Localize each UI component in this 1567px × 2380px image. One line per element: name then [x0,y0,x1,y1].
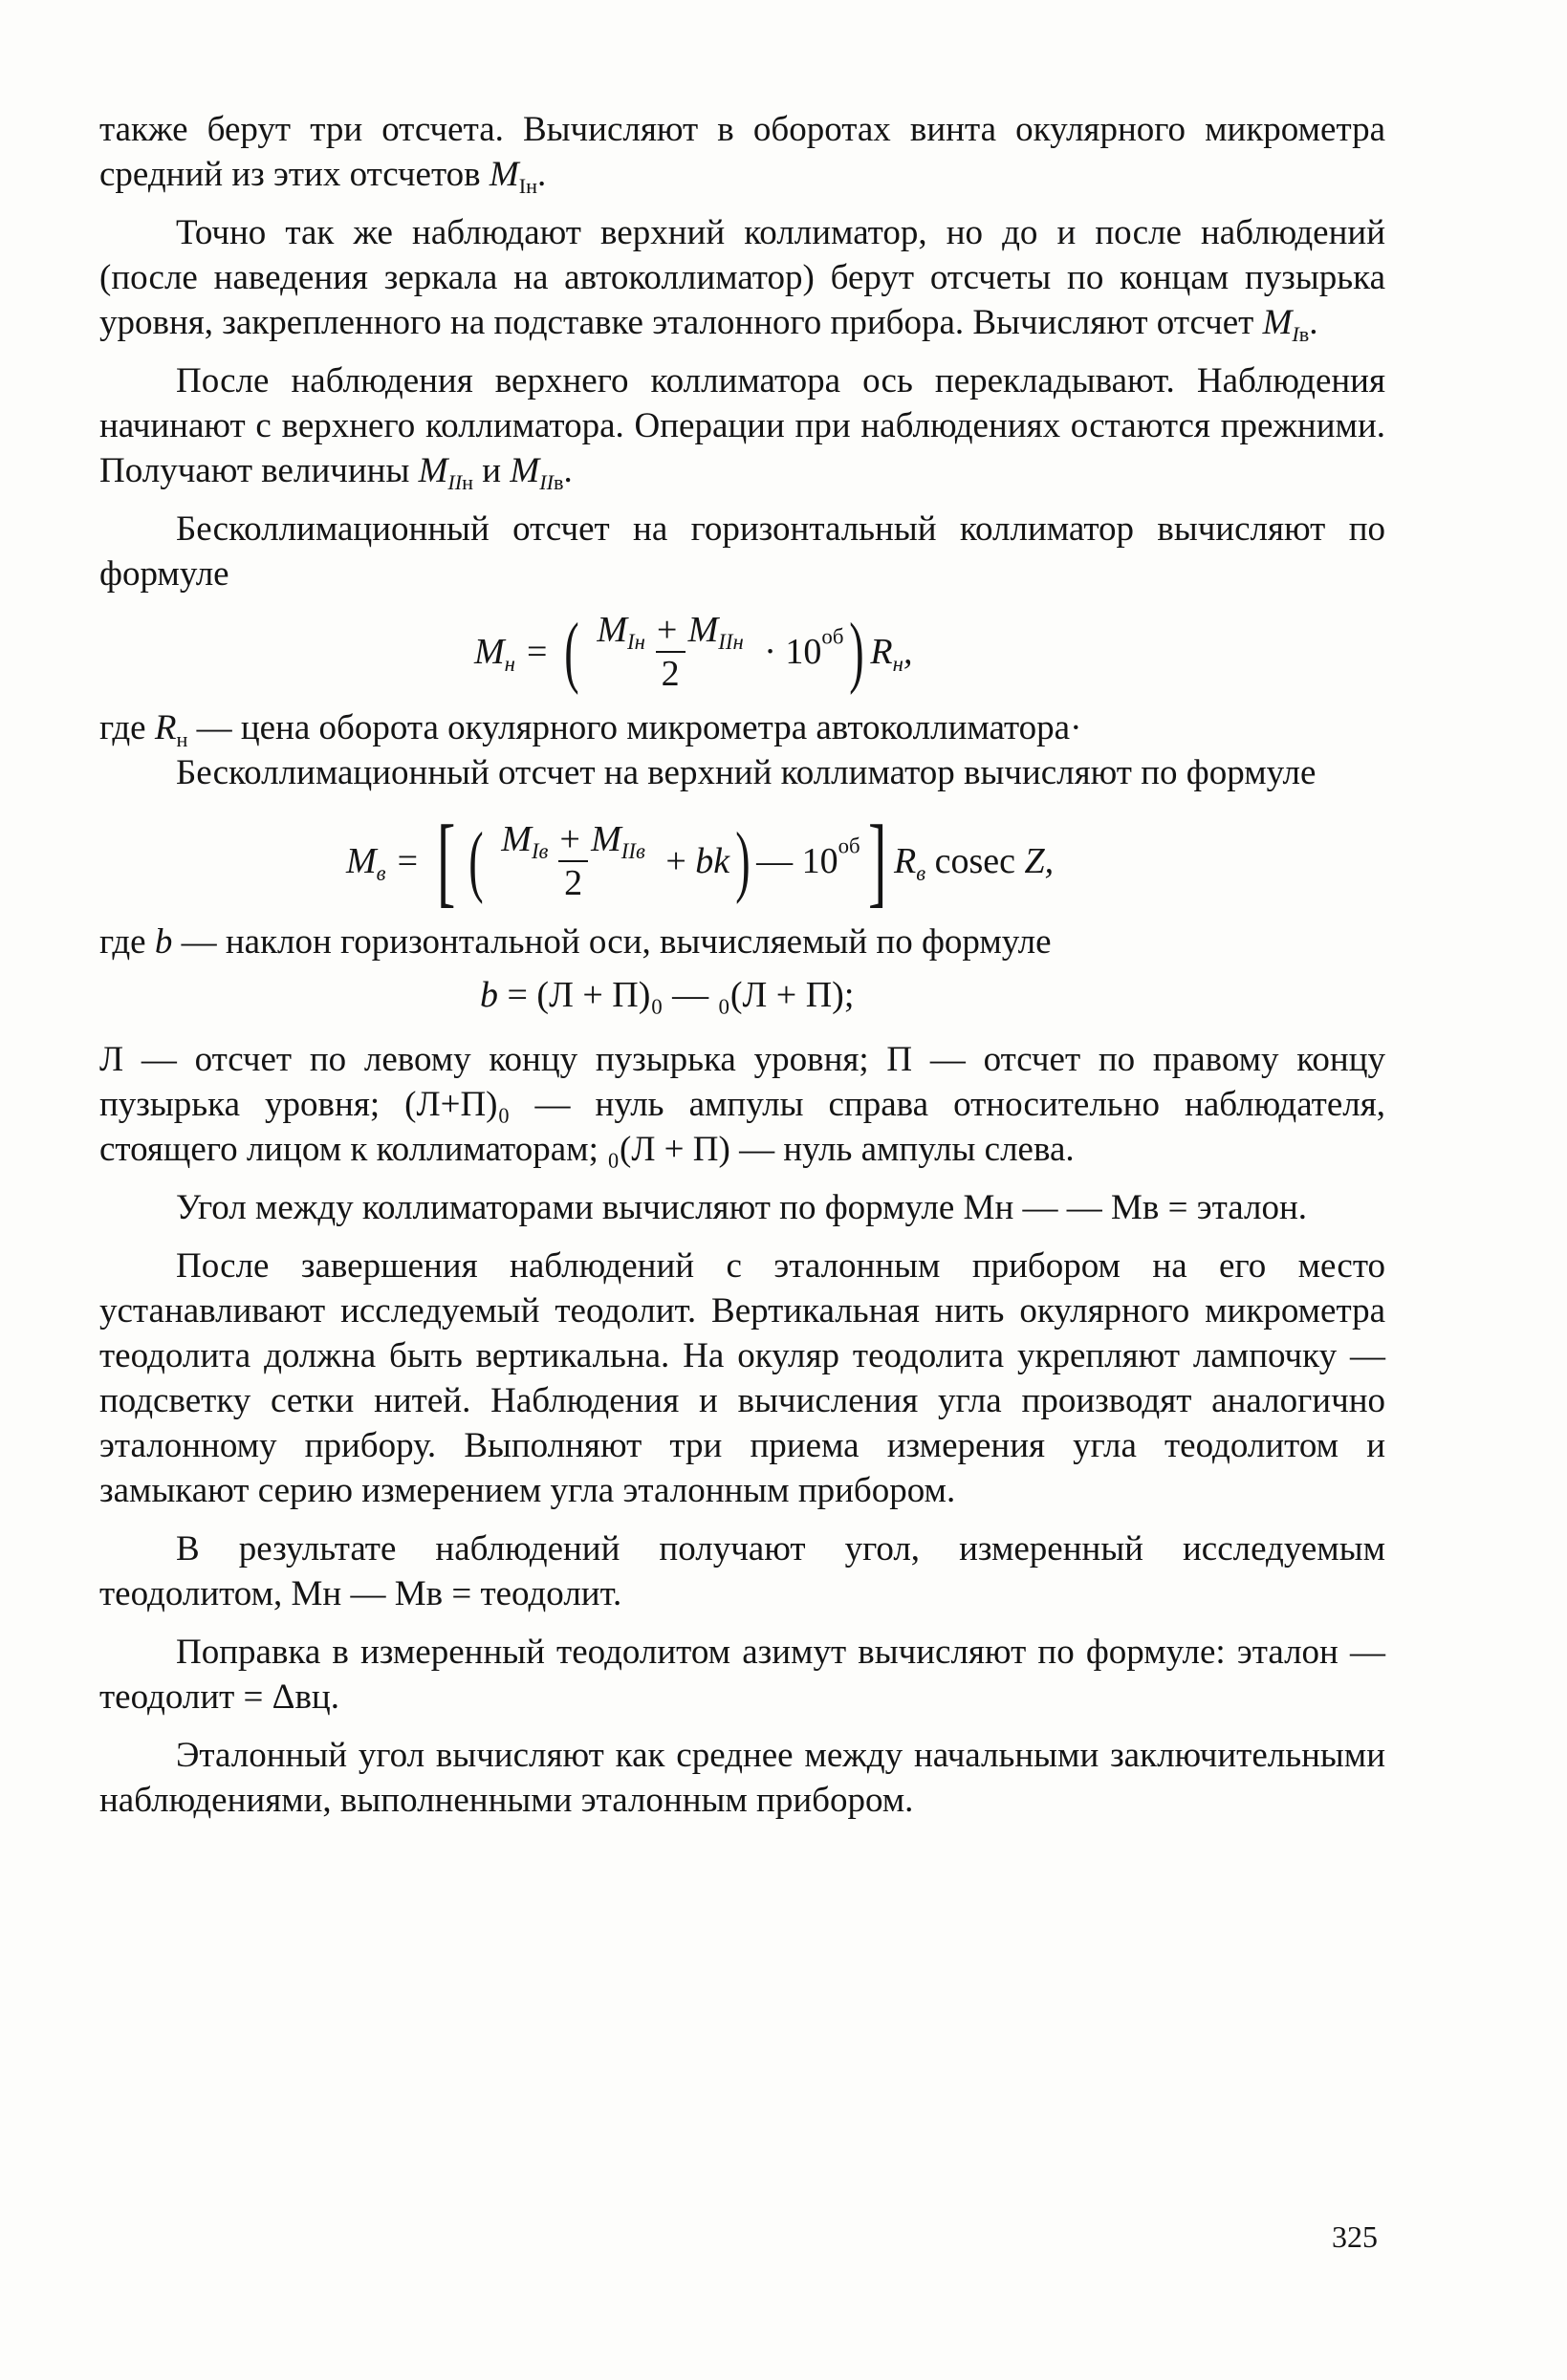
paragraph-1: также берут три отсчета. Вычисляют в оборотах винта окулярного микрометра средний из этих отсчетов $M_{Iн}$. [99,110,1385,198]
paragraph-7: где b — наклон горизонтальной оси, вычисляемый по формуле [99,922,1052,962]
paragraph-5: где $R_н$ — цена оборота окулярного микрометра автоколлиматора· [99,708,1082,751]
formula-m-upper: $M_в$ = [ ( $\frac{M_{Iв} + M_{IIв}}{2}$ + bk ) — $10^{об}$ ] $R_в$ cosec Z, [346,805,1055,917]
formula-m-horizontal: $M_н$ = ( $\frac{M_{Iн} + M_{IIн}}{2}$ · $10^{об}$ ) $R_н$, [474,607,913,696]
page-text [99,107,1385,1823]
paragraph-12: Поправка в измеренный теодолитом азимут вычисляют по формуле: эталон — теодолит = Δвц. [99,1633,1385,1717]
paragraph-2: Точно так же наблюдают верхний коллиматор, но до и после наблюдений (после наведения зеркала на автоколлиматор) берут отсчеты по концам пузырька уровня, закрепленного на подставке эталонного прибора. Вычисляют отсчет $M_{Iв}$. [99,213,1385,346]
paragraph-13: Эталонный угол вычисляют как среднее между начальными заключительными наблюдениями, выполненными эталонным прибором. [99,1736,1385,1820]
paragraph-8: Л — отсчет по левому концу пузырька уровня; П — отсчет по правому концу пузырька уровня; (Л+П)₀ — нуль ампулы справа относительно наблюдателя, стоящего лицом к коллиматорам; ₀(Л + П) — нуль ампулы слева. [99,1040,1385,1169]
paragraph-9: Угол между коллиматорами вычисляют по формуле Mн — — Mв = эталон. [176,1188,1307,1227]
paragraph-11: В результате наблюдений получают угол, измеренный исследуемым теодолитом, Mн — Mв = теодолит. [99,1529,1385,1613]
formula-b: b = (Л + П)₀ — ₀(Л + П); [480,975,855,1015]
page-number: 325 [1332,2219,1378,2254]
paragraph-4: Бесколлимационный отсчет на горизонтальный коллиматор вычисляют по формуле [99,509,1385,594]
paragraph-3: После наблюдения верхнего коллиматора ось перекладывают. Наблюдения начинают с верхнего коллиматора. Операции при наблюдениях остаются прежними. Получают величины $M_{IIн}$ и $M_{IIв}$. [99,361,1385,494]
paragraph-10: После завершения наблюдений с эталонным прибором на его место устанавливают исследуемый теодолит. Вертикальная нить окулярного микрометра теодолита должна быть вертикальна. На окуляр теодолита укрепляют лампочку — подсветку сетки нитей. Наблюдения и вычисления угла производят аналогично эталонному прибору. Выполняют три приема измерения угла теодолитом и замыкают серию измерением угла эталонным прибором. [99,1246,1385,1510]
paragraph-6: Бесколлимационный отсчет на верхний коллиматор вычисляют по формуле [176,753,1317,792]
